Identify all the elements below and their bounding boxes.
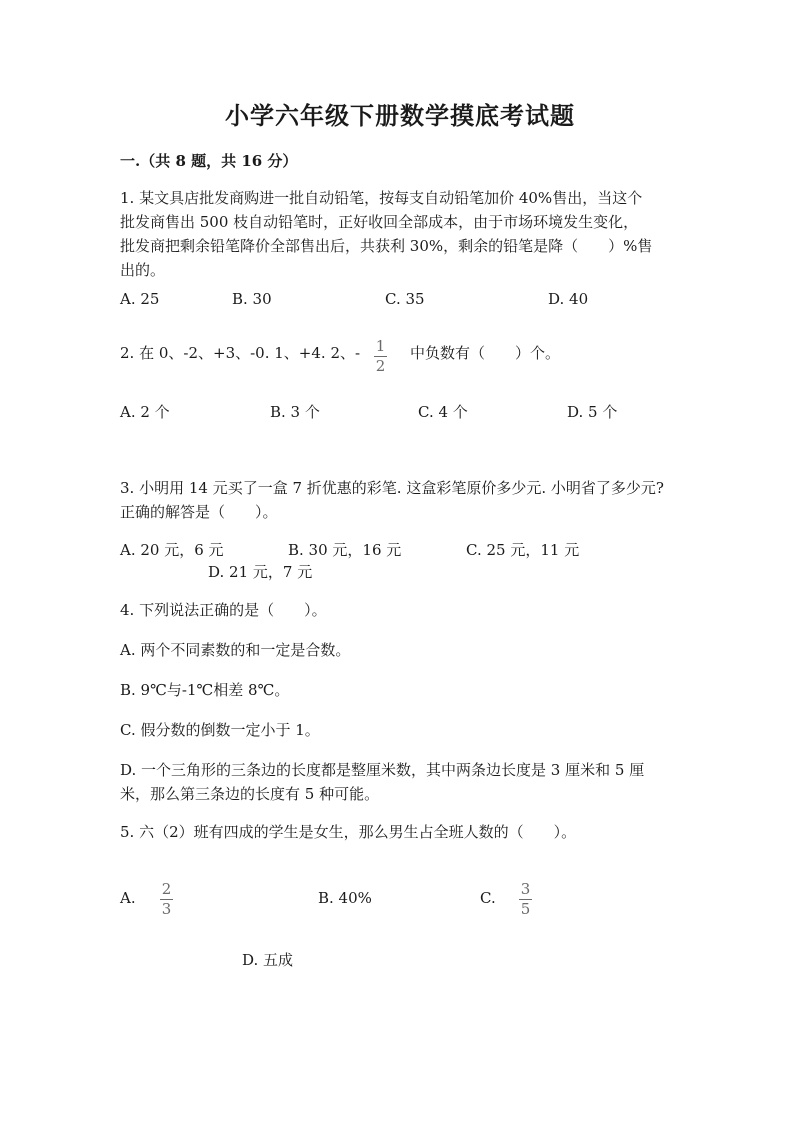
q5-option-d: D. 五成 bbox=[242, 951, 294, 969]
q1-option-a: A. 25 bbox=[120, 290, 160, 308]
q1-line-2: 批发商售出 500 枝自动铅笔时，正好收回全部成本，由于市场环境发生变化， bbox=[120, 213, 639, 231]
q2-option-d: D. 5 个 bbox=[567, 403, 618, 421]
q4-option-d-line-1: D. 一个三角形的三条边的长度都是整厘米数，其中两条边长度是 3 厘米和 5 厘 bbox=[120, 761, 645, 779]
q5-option-c-denominator: 5 bbox=[520, 900, 531, 918]
q1-line-1: 1. 某文具店批发商购进一批自动铅笔，按每支自动铅笔加价 40%售出，当这个 bbox=[120, 189, 643, 207]
section-heading: 一.（共 8 题，共 16 分） bbox=[120, 152, 298, 170]
q2-fraction-denominator: 2 bbox=[375, 357, 386, 375]
q4-stem: 4. 下列说法正确的是（ ）。 bbox=[120, 601, 327, 619]
q1-option-b: B. 30 bbox=[232, 290, 272, 308]
q4-option-a: A. 两个不同素数的和一定是合数。 bbox=[120, 641, 351, 659]
q2-text-before: 2. 在 0、-2、+3、-0. 1、+4. 2、- bbox=[120, 344, 361, 362]
q5-option-c-fraction bbox=[519, 881, 532, 918]
page-title: 小学六年级下册数学摸底考试题 bbox=[225, 101, 575, 130]
q5-option-a-denominator: 3 bbox=[161, 900, 172, 918]
q1-option-d: D. 40 bbox=[548, 290, 589, 308]
q2-fraction bbox=[374, 338, 387, 375]
q5-option-a-label: A. bbox=[120, 889, 136, 907]
q2-option-b: B. 3 个 bbox=[270, 403, 320, 421]
q2-option-a: A. 2 个 bbox=[120, 403, 170, 421]
q3-option-b: B. 30 元，16 元 bbox=[288, 541, 402, 559]
q3-option-c: C. 25 元，11 元 bbox=[466, 541, 580, 559]
q1-line-4: 出的。 bbox=[120, 261, 166, 279]
q4-option-d-line-2: 米，那么第三条边的长度有 5 种可能。 bbox=[120, 785, 380, 803]
q3-line-2: 正确的解答是（ ）。 bbox=[120, 503, 278, 521]
q1-line-3: 批发商把剩余铅笔降价全部售出后，共获利 30%，剩余的铅笔是降（ ）%售 bbox=[120, 237, 653, 255]
q3-line-1: 3. 小明用 14 元买了一盒 7 折优惠的彩笔. 这盒彩笔原价多少元. 小明省了多少元? bbox=[120, 479, 664, 497]
q2-text-after: 中负数有（ ）个。 bbox=[410, 344, 561, 362]
q5-stem: 5. 六（2）班有四成的学生是女生，那么男生占全班人数的（ ）。 bbox=[120, 823, 577, 841]
q5-option-a-numerator: 2 bbox=[161, 880, 172, 898]
q4-option-b: B. 9℃与-1℃相差 8℃。 bbox=[120, 681, 290, 699]
q5-option-c-numerator: 3 bbox=[520, 880, 531, 898]
q1-option-c: C. 35 bbox=[385, 290, 425, 308]
q2-fraction-numerator: 1 bbox=[375, 337, 386, 355]
q2-option-c: C. 4 个 bbox=[418, 403, 468, 421]
q3-option-a: A. 20 元，6 元 bbox=[120, 541, 224, 559]
q3-option-d: D. 21 元，7 元 bbox=[208, 563, 313, 581]
q5-option-b: B. 40% bbox=[318, 889, 372, 907]
q4-option-c: C. 假分数的倒数一定小于 1。 bbox=[120, 721, 320, 739]
q5-option-c-label: C. bbox=[480, 889, 496, 907]
q5-option-a-fraction bbox=[160, 881, 173, 918]
